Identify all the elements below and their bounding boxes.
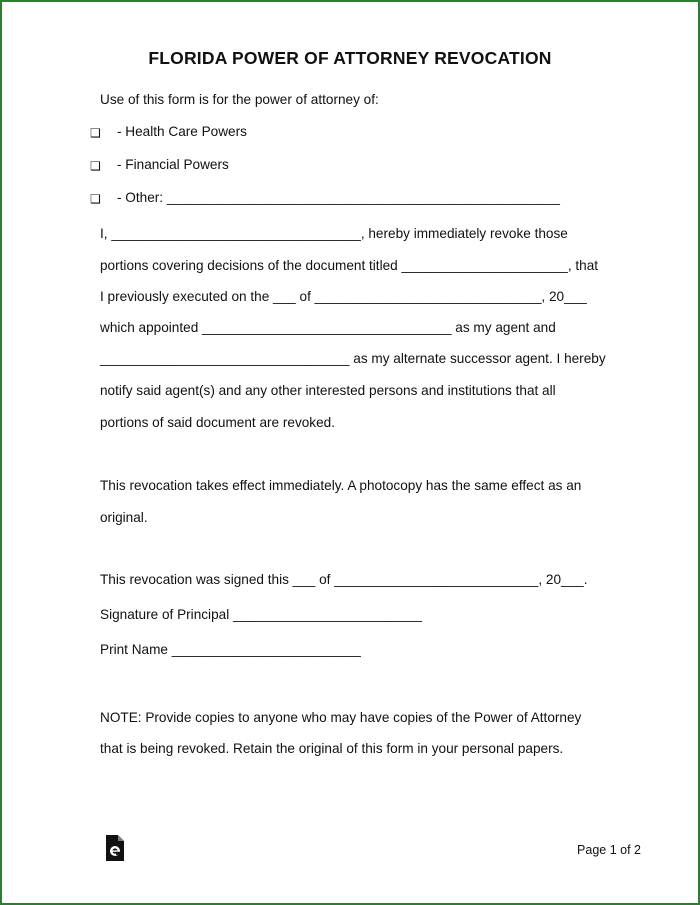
- note-line: that is being revoked. Retain the original of this form in your personal papers.: [100, 741, 564, 756]
- option-other: - Other: ____________________________________________________: [117, 190, 560, 205]
- document-title: FLORIDA POWER OF ATTORNEY REVOCATION: [148, 48, 552, 68]
- body-line: _________________________________ as my alternate successor agent. I hereby: [100, 351, 606, 366]
- body-line: I, _________________________________, hereby immediately revoke those: [100, 226, 568, 241]
- page-number: Page 1 of 2: [577, 843, 641, 857]
- effect-line: This revocation takes effect immediately. A photocopy has the same effect as an: [100, 478, 582, 493]
- note-line: NOTE: Provide copies to anyone who may have copies of the Power of Attorney: [100, 710, 582, 725]
- eforms-logo-icon: [105, 834, 125, 862]
- option-financial: - Financial Powers: [117, 157, 229, 172]
- body-line: portions covering decisions of the document titled ______________________, that: [100, 258, 599, 273]
- option-health-care: - Health Care Powers: [117, 124, 247, 139]
- signature-line: Signature of Principal _________________________: [100, 607, 422, 622]
- signed-date-line: This revocation was signed this ___ of ___________________________, 20___.: [100, 572, 588, 587]
- effect-line: original.: [100, 510, 148, 525]
- body-line: notify said agent(s) and any other interested persons and institutions that all: [100, 383, 556, 398]
- body-line: portions of said document are revoked.: [100, 415, 336, 430]
- checkbox-health-care[interactable]: ❑: [90, 126, 101, 140]
- body-line: which appointed _________________________________ as my agent and: [100, 320, 556, 335]
- checkbox-other[interactable]: ❑: [90, 192, 101, 206]
- intro-text: Use of this form is for the power of attorney of:: [100, 92, 379, 107]
- body-line: I previously executed on the ___ of ______________________________, 20___: [100, 289, 587, 304]
- print-name-line: Print Name _________________________: [100, 642, 361, 657]
- checkbox-financial[interactable]: ❑: [90, 159, 101, 173]
